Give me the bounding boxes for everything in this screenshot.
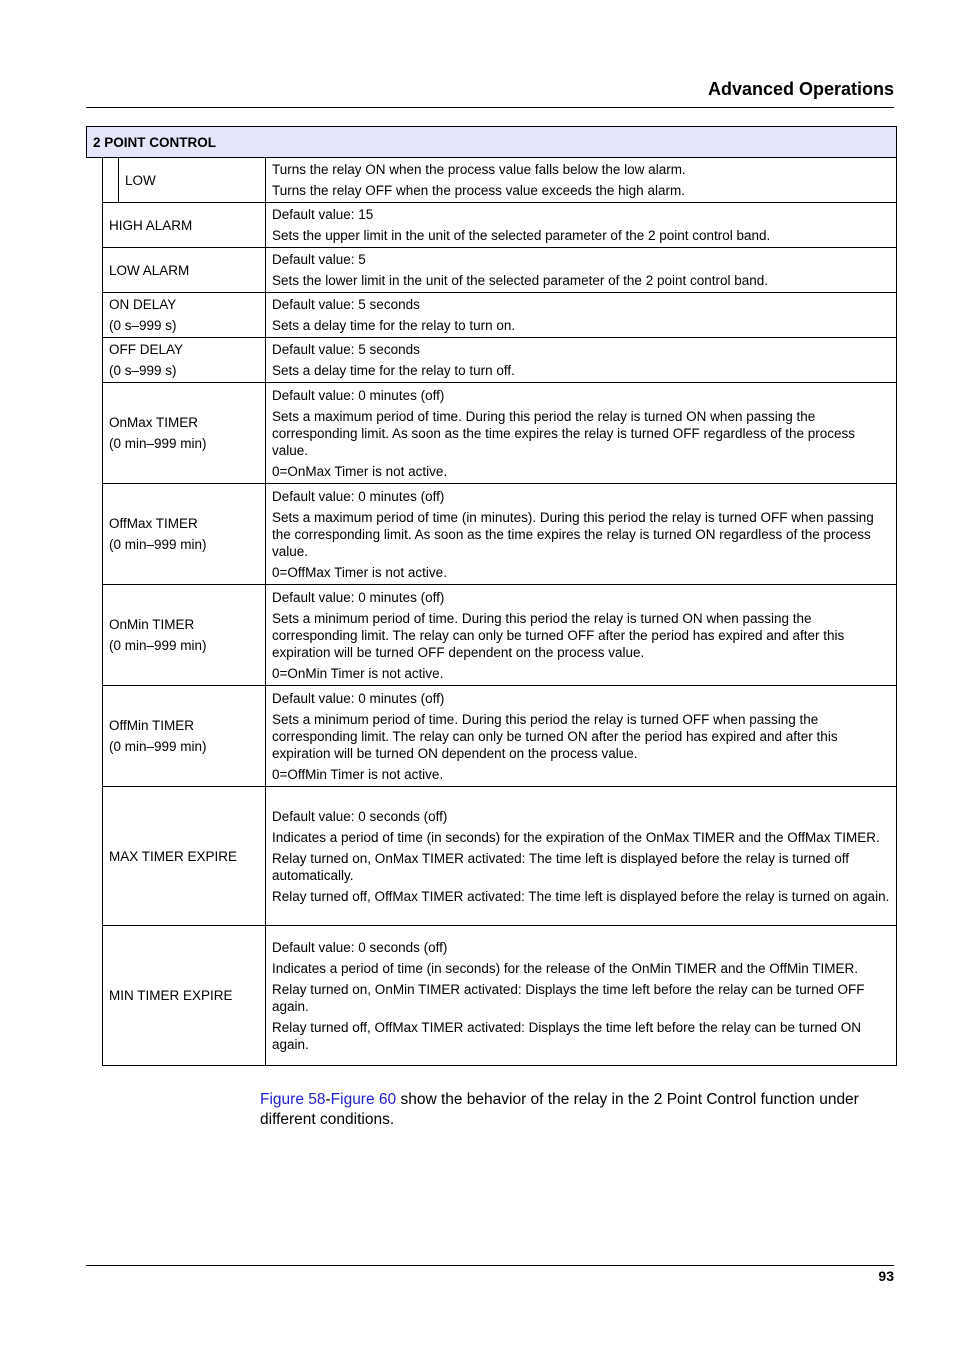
parameter-description [266, 926, 897, 1066]
parameter-name-line: (0 min–999 min) [109, 739, 207, 754]
description-paragraph: Sets a delay time for the relay to turn off. [272, 363, 515, 378]
indent-cell [87, 686, 103, 787]
parameter-name-line: (0 min–999 min) [109, 436, 207, 451]
description-paragraph: Sets a maximum period of time (in minutes). During this period the relay is turned OFF when passing the corresponding limit. As soon as the time expires the relay is turned ON regardless of the process value. [272, 509, 874, 559]
page-header-title: Advanced Operations [707, 79, 894, 99]
parameter-name [103, 293, 266, 338]
parameter-name [103, 338, 266, 383]
parameter-description [266, 158, 897, 203]
table-row [87, 686, 897, 787]
parameter-name-line: ON DELAY [109, 297, 177, 312]
parameter-description [266, 383, 897, 484]
table-row [87, 158, 897, 203]
parameter-name [103, 926, 266, 1066]
section-title: 2 POINT CONTROL [87, 127, 897, 158]
parameter-description [266, 203, 897, 248]
description-paragraph: Relay turned off, OffMax TIMER activated: Displays the time left before the relay can be turned ON again. [272, 1019, 862, 1052]
description-paragraph: 0=OnMin Timer is not active. [272, 665, 444, 681]
parameter-name-line: OffMax TIMER [109, 516, 198, 531]
description-paragraph: Relay turned on, OnMin TIMER activated: Displays the time left before the relay can be turned OFF again. [272, 981, 865, 1014]
description-paragraph: Sets a minimum period of time. During this period the relay is turned ON when passing the corresponding limit. The relay can only be turned OFF after the period has expired and after this expiration will be turned OFF dependent on the process value. [272, 610, 845, 660]
indent-cell [87, 203, 103, 248]
description-paragraph: 0=OffMax Timer is not active. [272, 564, 447, 580]
description-paragraph: Relay turned off, OffMax TIMER activated: The time left is displayed before the relay is turned on again. [272, 888, 890, 904]
table-row [87, 585, 897, 686]
parameter-name-line: OFF DELAY [109, 342, 184, 357]
description-paragraph: Default value: 5 seconds [272, 297, 420, 312]
indent-cell [103, 158, 119, 203]
parameter-description [266, 484, 897, 585]
description-paragraph: Sets a minimum period of time. During this period the relay is turned OFF when passing the corresponding limit. The relay can only be turned ON after the period has expired and after this expiration will be turned ON dependent on the process value. [272, 711, 838, 761]
description-paragraph: Sets a maximum period of time. During this period the relay is turned ON when passing the corresponding limit. As soon as the time expires the relay is turned OFF regardless of the process value. [272, 408, 856, 458]
description-paragraph: Default value: 15 [272, 207, 374, 222]
parameter-description [266, 787, 897, 926]
description-paragraph: Sets a delay time for the relay to turn on. [272, 318, 516, 333]
parameter-name-line: OffMin TIMER [109, 718, 195, 733]
description-paragraph: 0=OnMax Timer is not active. [272, 463, 448, 479]
table-row [87, 926, 897, 1066]
parameter-name-line: OnMax TIMER [109, 415, 199, 430]
parameter-name-line: (0 min–999 min) [109, 537, 207, 552]
indent-cell [87, 926, 103, 1066]
indent-cell [87, 787, 103, 926]
parameter-description [266, 248, 897, 293]
description-paragraph: Default value: 5 [272, 252, 366, 267]
parameter-name [103, 585, 266, 686]
paragraph-text: show the behavior of the relay in the 2 Point Control function under different conditions. [260, 1091, 859, 1128]
description-paragraph: Default value: 0 seconds (off) [272, 939, 448, 955]
table-row [87, 203, 897, 248]
description-paragraph: Relay turned on, OnMax TIMER activated: The time left is displayed before the relay is turned off automatically. [272, 850, 850, 883]
figure-58-link[interactable]: Figure 58 [260, 1091, 326, 1108]
parameter-table [86, 126, 897, 1066]
indent-cell [87, 248, 103, 293]
parameter-name [103, 248, 266, 293]
parameter-description [266, 338, 897, 383]
description-paragraph: Indicates a period of time (in seconds) for the release of the OnMin TIMER and the OffMin TIMER. [272, 960, 859, 976]
parameter-name-line: OnMin TIMER [109, 617, 195, 632]
description-paragraph: Default value: 0 seconds (off) [272, 808, 448, 824]
description-paragraph: Default value: 0 minutes (off) [272, 690, 445, 706]
table-row [87, 248, 897, 293]
parameter-name-line: MAX TIMER EXPIRE [109, 848, 238, 864]
parameter-name [103, 203, 266, 248]
table-row [87, 787, 897, 926]
table-row [87, 383, 897, 484]
figure-60-link[interactable]: Figure 60 [330, 1091, 397, 1108]
parameter-name-line: (0 s–999 s) [109, 318, 177, 333]
figure-range-dash: - [325, 1091, 331, 1108]
parameter-name-line: MIN TIMER EXPIRE [109, 988, 233, 1003]
parameter-name [103, 787, 266, 926]
description-paragraph: Default value: 0 minutes (off) [272, 589, 445, 605]
description-paragraph: Default value: 5 seconds [272, 342, 420, 357]
parameter-description [266, 686, 897, 787]
description-paragraph: Turns the relay OFF when the process value exceeds the high alarm. [272, 183, 685, 198]
parameter-name [103, 484, 266, 585]
indent-cell [87, 158, 103, 203]
indent-cell [87, 383, 103, 484]
header-rule [86, 107, 894, 108]
parameter-name [103, 686, 266, 787]
parameter-name-line: (0 s–999 s) [109, 363, 177, 378]
table-row [87, 484, 897, 585]
description-paragraph: Default value: 0 minutes (off) [272, 387, 445, 403]
indent-cell [87, 338, 103, 383]
indent-cell [87, 585, 103, 686]
description-paragraph: Sets the lower limit in the unit of the selected parameter of the 2 point control band. [272, 273, 769, 288]
figure-reference-paragraph [260, 1090, 900, 1130]
parameter-name-line: HIGH ALARM [109, 217, 193, 233]
parameter-name-line: LOW ALARM [109, 262, 190, 278]
description-paragraph: Turns the relay ON when the process value falls below the low alarm. [272, 162, 686, 177]
indent-cell [87, 484, 103, 585]
description-paragraph: 0=OffMin Timer is not active. [272, 766, 444, 782]
page-number: 93 [878, 1268, 894, 1284]
parameter-description [266, 585, 897, 686]
footer-rule [86, 1265, 894, 1266]
parameter-description [266, 293, 897, 338]
table-row [87, 338, 897, 383]
table-row [87, 293, 897, 338]
description-paragraph: Sets the upper limit in the unit of the selected parameter of the 2 point control band. [272, 228, 771, 243]
indent-cell [87, 293, 103, 338]
parameter-name [119, 158, 266, 203]
parameter-name-line: (0 min–999 min) [109, 638, 207, 653]
description-paragraph: Indicates a period of time (in seconds) for the expiration of the OnMax TIMER and the OffMax TIMER. [272, 829, 880, 845]
parameter-name [103, 383, 266, 484]
description-paragraph: Default value: 0 minutes (off) [272, 488, 445, 504]
parameter-name-line: LOW [125, 172, 156, 188]
